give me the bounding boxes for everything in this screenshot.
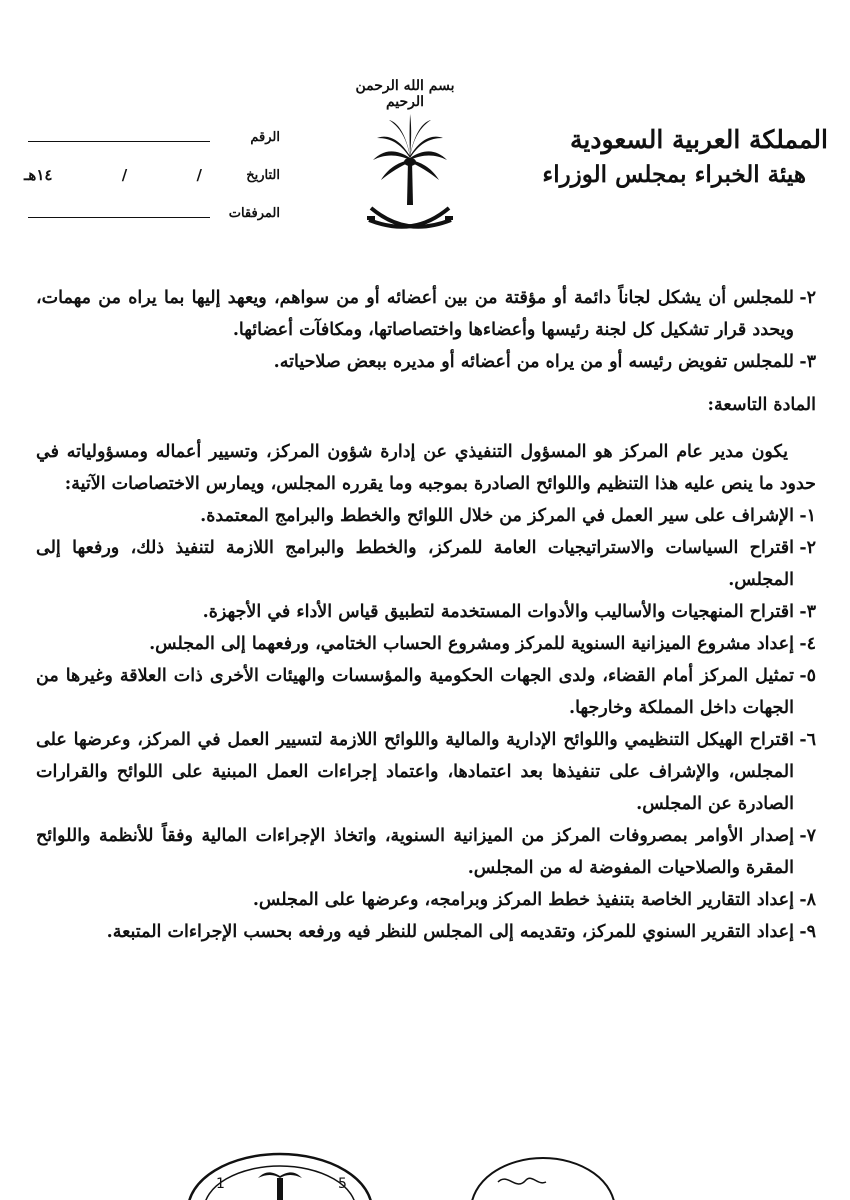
authority-name: هيئة الخبراء بمجلس الوزراء (542, 161, 806, 188)
number-line (28, 133, 210, 142)
official-seal-stamp (180, 1148, 380, 1200)
clause-number: ٣- (799, 602, 816, 622)
clause-text: إصدار الأوامر بمصروفات المركز من الميزانية السنوية، واتخاذ الإجراءات المالية وفقاً للأنظمة واللوائح المقرة والصلاحيات المفوضة له من المجلس. (36, 826, 794, 878)
clause-text: إعداد مشروع الميزانية السنوية للمركز ومشروع الحساب الختامي، ورفعهما إلى المجلس. (149, 634, 794, 654)
number-label: الرقم (250, 129, 280, 145)
attachments-label: المرفقات (228, 205, 280, 221)
clause-item (36, 660, 816, 724)
date-row (20, 156, 280, 194)
clause-item (36, 628, 816, 660)
clause-number: ٨- (799, 890, 816, 910)
clause-number: ٧- (799, 826, 816, 846)
clause-text: للمجلس أن يشكل لجاناً دائمة أو مؤقتة من بين أعضائه أو من سواهم، ويعهد إليها بما يراه من مهمات، ويحدد قرار تشكيل كل لجنة رئيسها وأعضاءها واختصاصاتها، ومكافآت أعضائها. (36, 288, 794, 340)
clause-item (36, 596, 816, 628)
date-label: التاريخ (246, 167, 280, 183)
clause-item (36, 884, 816, 916)
clause-text: إعداد التقارير الخاصة بتنفيذ خطط المركز وبرامجه، وعرضها على المجلس. (252, 890, 794, 910)
date-sep-2: / (121, 166, 128, 184)
kingdom-name: المملكة العربية السعودية (569, 125, 828, 154)
date-field (20, 166, 210, 184)
attachments-line (28, 209, 210, 218)
clause-text: اقتراح السياسات والاستراتيجيات العامة للمركز، والخطط والبرامج اللازمة لتنفيذ ذلك، ورفعها إلى المجلس. (36, 538, 794, 590)
clause-number: ٢- (799, 288, 816, 308)
clause-number: ٥- (799, 666, 816, 686)
clause-item (36, 724, 816, 820)
basmala: بسم الله الرحمن الرحيم (355, 78, 455, 110)
number-row (20, 118, 280, 156)
organization-header (498, 122, 828, 192)
reference-block (20, 118, 280, 232)
saudi-emblem-icon (365, 110, 455, 240)
clause-item (36, 916, 816, 948)
date-sep-1: / (196, 166, 202, 184)
clause-text: للمجلس تفويض رئيسه أو من يراه من أعضائه أو مديره ببعض صلاحياته. (273, 352, 794, 372)
clause-text: إعداد التقرير السنوي للمركز، وتقديمه إلى المجلس للنظر فيه ورفعه بحسب الإجراءات المتبعة. (106, 922, 794, 942)
clause-text: الإشراف على سير العمل في المركز من خلال اللوائح والخطط والبرامج المعتمدة. (200, 506, 794, 526)
attachments-row (20, 194, 280, 232)
clause-number: ٤- (799, 634, 816, 654)
clause-number: ٢- (799, 538, 816, 558)
signature-stamp (468, 1152, 618, 1200)
clause-text: اقتراح الهيكل التنظيمي واللوائح الإدارية والمالية واللوائح اللازمة لتسيير العمل في المركز، وعرضها على المجلس، والإشراف على تنفيذها بعد اعتمادها، واعتماد إجراءات العمل المبنية على اللوائح والقرارات الصادرة عن المجلس. (36, 730, 794, 814)
svg-text:5: 5 (338, 1176, 347, 1192)
svg-text:1: 1 (216, 1176, 225, 1192)
clause-number: ٣- (799, 352, 816, 372)
clause-number: ١- (799, 506, 816, 526)
clause-item (36, 500, 816, 532)
clause-number: ٩- (799, 922, 816, 942)
clause-item (36, 820, 816, 884)
article-heading: المادة التاسعة: (707, 395, 816, 415)
article-intro: يكون مدير عام المركز هو المسؤول التنفيذي عن إدارة شؤون المركز، وتسيير أعماله ومسؤولياته في حدود ما ينص عليه هذا التنظيم واللوائح الصادرة بموجبه وما يقرره المجلس، ويمارس الاختصاصات الآتية: (36, 442, 816, 494)
clause-number: ٦- (799, 730, 816, 750)
clause-item (36, 532, 816, 596)
clause-item (36, 346, 816, 378)
clause-item (36, 282, 816, 346)
document-body (36, 282, 816, 948)
date-suffix: ١٤هـ (24, 166, 53, 184)
clause-text: اقتراح المنهجيات والأساليب والأدوات المستخدمة لتطبيق قياس الأداء في الأجهزة. (202, 602, 794, 622)
clause-text: تمثيل المركز أمام القضاء، ولدى الجهات الحكومية والمؤسسات والهيئات الأخرى ذات العلاقة وغيرها من الجهات داخل المملكة وخارجها. (36, 666, 794, 718)
